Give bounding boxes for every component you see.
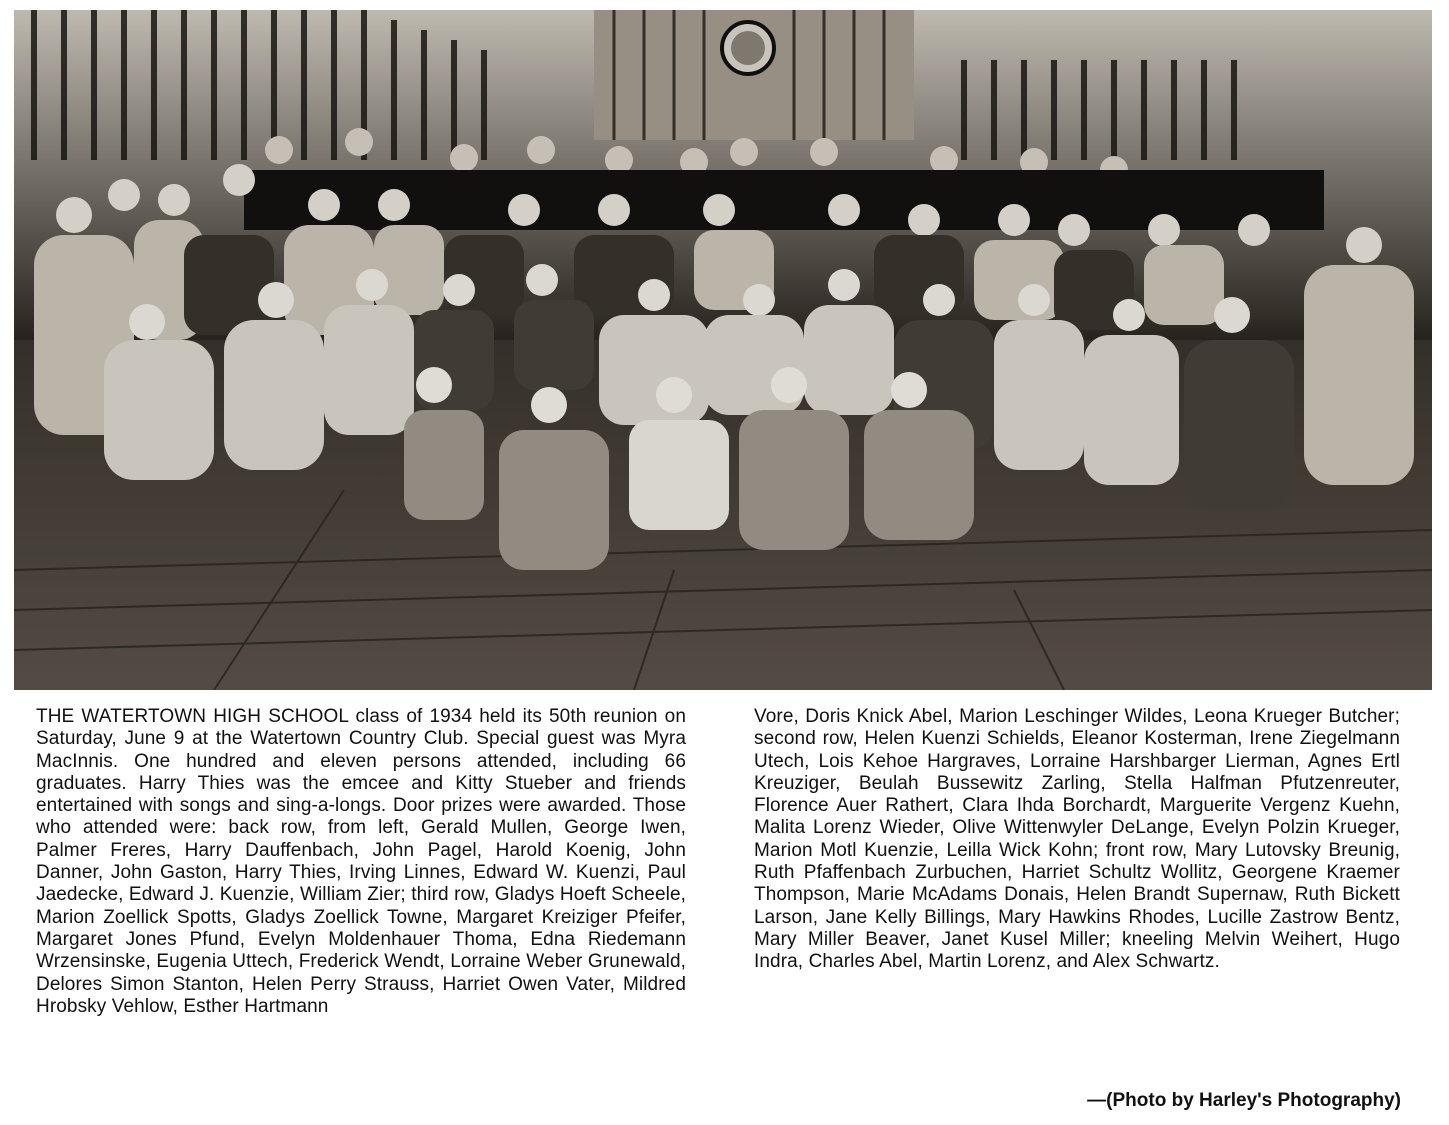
caption-left-column: THE WATERTOWN HIGH SCHOOL class of 1934 held its 50th reunion on Saturday, June 9 at the Watertown Country Club. Special guest was Myra MacInnis. One hundred and eleven persons attended, including 66 graduates. Harry Thies was the emcee and Kitty Stueber and friends entertained with songs and sing-a-longs. Door prizes were awarded. Those who attended were: back row, from left, Gerald Mullen, George Iwen, Palmer Freres, Harry Dauffenbach, John Pagel, Harold Koenig, John Danner, John Gaston, Harry Thies, Irving Linnes, Edward W. Kuenzi, Paul Jaedecke, Edward J. Kuenzie, William Zier; third row, Gladys Hoeft Scheele, Marion Zoellick Spotts, Gladys Zoellick Towne, Margaret Kreiziger Pfeifer, Margaret Jones Pfund, Evelyn Moldenhauer Thoma, Edna Riedemann Wrzensinske, Eugenia Uttech, Frederick Wendt, Lorraine Weber Grunewald, Delores Simon Stanton, Helen Perry Strauss, Harriet Owen Vater, Mildred Hrobsky Vehlow, Esther Hartmann [36, 706, 686, 1017]
photo-illustration [14, 10, 1432, 690]
caption-right-column: Vore, Doris Knick Abel, Marion Leschinger Wildes, Leona Krueger Butcher; second row, Helen Kuenzi Schields, Eleanor Kosterman, Irene Ziegelmann Utech, Lois Kehoe Hargraves, Lorraine Harshbarger Lierman, Agnes Ertl Kreuziger, Beulah Bussewitz Zarling, Stella Halfman Pfutzenreuter, Florence Auer Rathert, Clara Ihda Borchardt, Marguerite Vergenz Kuehn, Malita Lorenz Wieder, Olive Wittenwyler DeLange, Evelyn Polzin Krueger, Marion Motl Kuenzie, Leilla Wick Kohn; front row, Mary Lutovsky Breunig, Ruth Pfaffenbach Zurbuchen, Harriet Schultz Wollitz, Georgene Kraemer Thompson, Marie McAdams Donais, Helen Brandt Supernaw, Ruth Bickett Larson, Jane Kelly Billings, Mary Hawkins Rhodes, Lucille Zastrow Bentz, Mary Miller Beaver, Janet Kusel Miller; kneeling Melvin Weihert, Hugo Indra, Charles Abel, Martin Lorenz, and Alex Schwartz. [754, 706, 1400, 973]
photo-credit: —(Photo by Harley's Photography) [1087, 1090, 1401, 1111]
class-reunion-group-photo [14, 10, 1432, 690]
